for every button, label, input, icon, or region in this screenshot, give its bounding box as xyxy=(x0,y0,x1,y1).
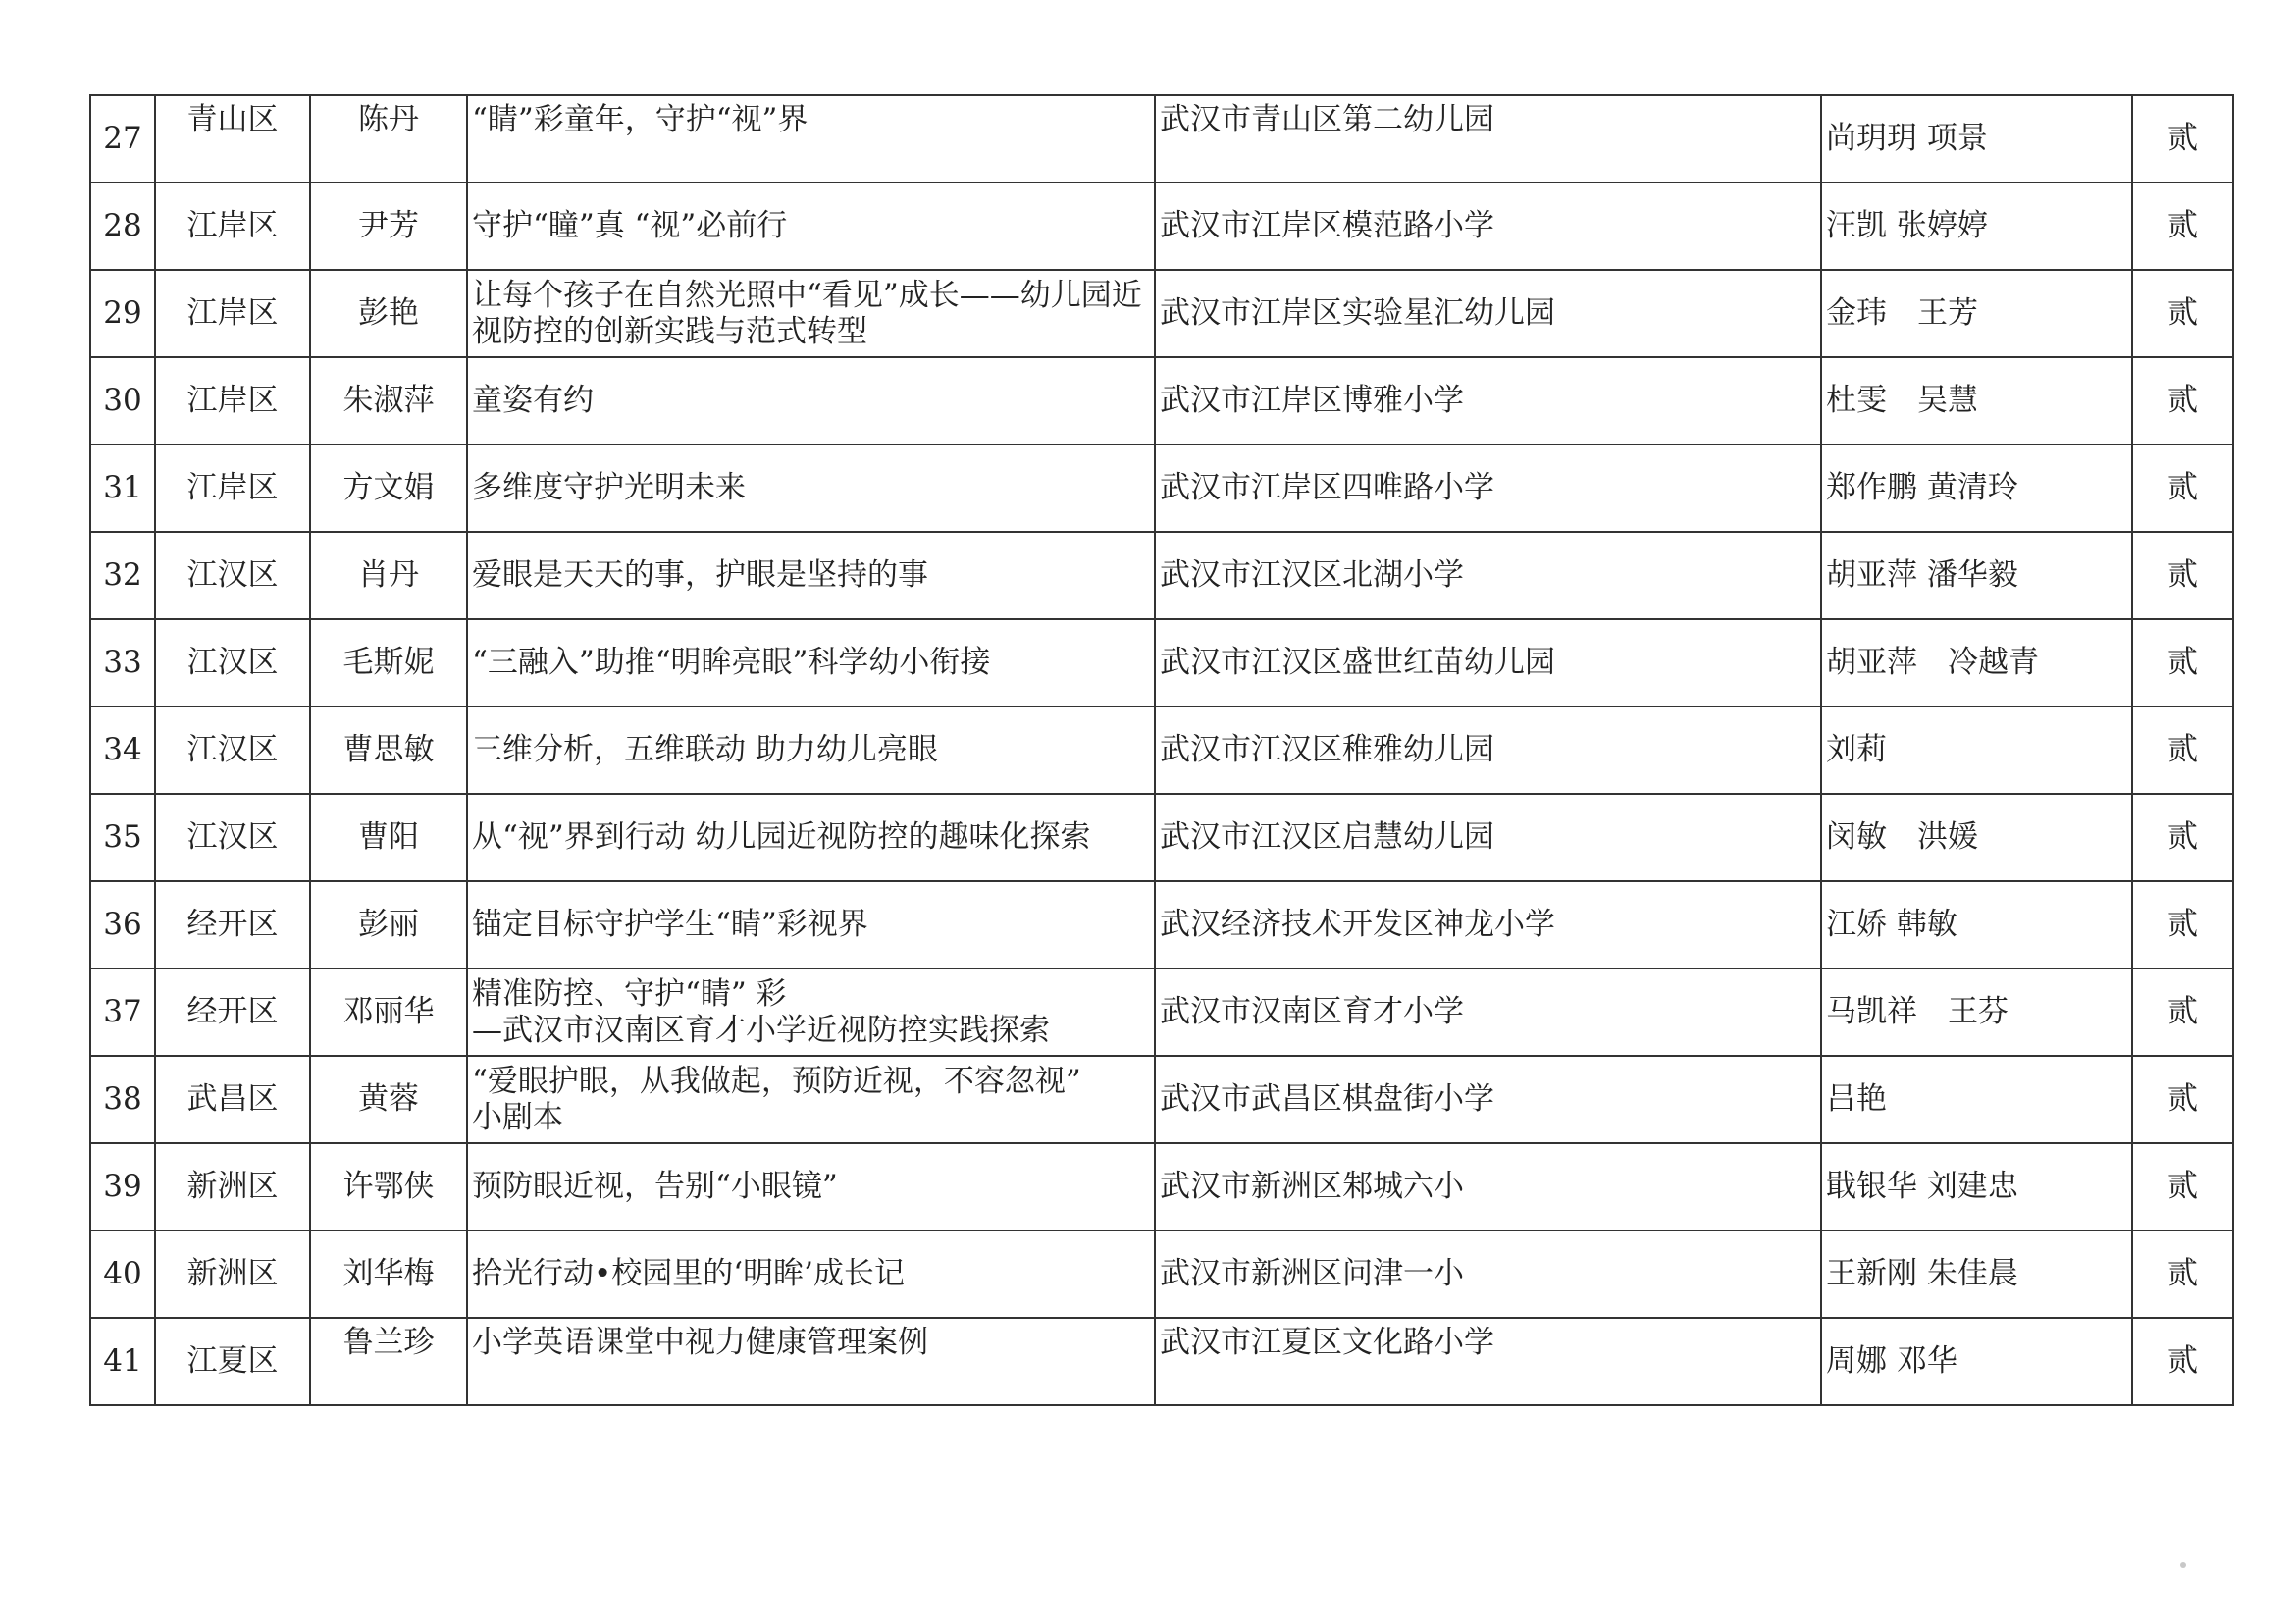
title-cell: 守护“瞳”真 “视”必前行 xyxy=(467,183,1155,270)
district-cell: 江岸区 xyxy=(155,270,310,357)
author-cell: 黄蓉 xyxy=(310,1056,467,1143)
author-cell: 肖丹 xyxy=(310,532,467,619)
row-number: 31 xyxy=(90,445,155,532)
author-cell: 朱淑萍 xyxy=(310,357,467,445)
row-number: 35 xyxy=(90,794,155,881)
row-number: 39 xyxy=(90,1143,155,1230)
table-row xyxy=(90,707,2233,794)
row-number: 30 xyxy=(90,357,155,445)
row-number: 33 xyxy=(90,619,155,707)
district-cell: 江岸区 xyxy=(155,445,310,532)
tutor-cell: 汪凯 张婷婷 xyxy=(1821,183,2132,270)
prize-cell: 贰 xyxy=(2132,1056,2233,1143)
author-cell: 陈丹 xyxy=(310,95,467,183)
school-cell: 武汉市江汉区北湖小学 xyxy=(1155,532,1821,619)
district-cell: 江岸区 xyxy=(155,183,310,270)
prize-cell: 贰 xyxy=(2132,794,2233,881)
tutor-cell: 郑作鹏 黄清玲 xyxy=(1821,445,2132,532)
district-cell: 江汉区 xyxy=(155,532,310,619)
school-cell: 武汉市江岸区四唯路小学 xyxy=(1155,445,1821,532)
tutor-cell: 戢银华 刘建忠 xyxy=(1821,1143,2132,1230)
district-cell: 江汉区 xyxy=(155,794,310,881)
table-row xyxy=(90,357,2233,445)
district-cell: 武昌区 xyxy=(155,1056,310,1143)
title-cell: 小学英语课堂中视力健康管理案例 xyxy=(467,1318,1155,1405)
school-cell: 武汉市江岸区博雅小学 xyxy=(1155,357,1821,445)
row-number: 34 xyxy=(90,707,155,794)
tutor-cell: 金玮 王芳 xyxy=(1821,270,2132,357)
author-cell: 方文娟 xyxy=(310,445,467,532)
tutor-cell: 胡亚萍 冷越青 xyxy=(1821,619,2132,707)
district-cell: 青山区 xyxy=(155,95,310,183)
tutor-cell: 闵敏 洪媛 xyxy=(1821,794,2132,881)
award-table xyxy=(89,94,2234,1406)
row-number: 27 xyxy=(90,95,155,183)
prize-cell: 贰 xyxy=(2132,1230,2233,1318)
table-row xyxy=(90,1318,2233,1405)
author-cell: 彭艳 xyxy=(310,270,467,357)
table-row xyxy=(90,445,2233,532)
row-number: 38 xyxy=(90,1056,155,1143)
title-cell: “三融入”助推“明眸亮眼”科学幼小衔接 xyxy=(467,619,1155,707)
title-line: —武汉市汉南区育才小学近视防控实践探索 xyxy=(472,1012,1050,1048)
prize-cell: 贰 xyxy=(2132,270,2233,357)
tutor-cell: 吕艳 xyxy=(1821,1056,2132,1143)
school-cell: 武汉市武昌区棋盘街小学 xyxy=(1155,1056,1821,1143)
author-cell: 毛斯妮 xyxy=(310,619,467,707)
row-number: 29 xyxy=(90,270,155,357)
table-row xyxy=(90,183,2233,270)
school-cell: 武汉市江岸区模范路小学 xyxy=(1155,183,1821,270)
prize-cell: 贰 xyxy=(2132,1318,2233,1405)
title-cell: 锚定目标守护学生“睛”彩视界 xyxy=(467,881,1155,969)
prize-cell: 贰 xyxy=(2132,969,2233,1056)
table-row xyxy=(90,95,2233,183)
table-body xyxy=(90,95,2233,1405)
author-cell: 邓丽华 xyxy=(310,969,467,1056)
table-row xyxy=(90,270,2233,357)
scan-speck xyxy=(2180,1562,2186,1568)
prize-cell: 贰 xyxy=(2132,357,2233,445)
district-cell: 经开区 xyxy=(155,881,310,969)
prize-cell: 贰 xyxy=(2132,445,2233,532)
prize-cell: 贰 xyxy=(2132,183,2233,270)
title-line: “爱眼护眼，从我做起，预防近视，不容忽视” xyxy=(472,1063,1081,1099)
title-cell: 多维度守护光明未来 xyxy=(467,445,1155,532)
table-row xyxy=(90,969,2233,1056)
prize-cell: 贰 xyxy=(2132,619,2233,707)
school-cell: 武汉市江夏区文化路小学 xyxy=(1155,1318,1821,1405)
title-cell xyxy=(467,969,1155,1056)
tutor-cell: 杜雯 吴慧 xyxy=(1821,357,2132,445)
author-cell: 许鄂侠 xyxy=(310,1143,467,1230)
district-cell: 江岸区 xyxy=(155,357,310,445)
tutor-cell: 胡亚萍 潘华毅 xyxy=(1821,532,2132,619)
document-sheet xyxy=(89,94,2232,1406)
row-number: 40 xyxy=(90,1230,155,1318)
school-cell: 武汉市新洲区问津一小 xyxy=(1155,1230,1821,1318)
title-cell xyxy=(467,1056,1155,1143)
author-cell: 曹思敏 xyxy=(310,707,467,794)
prize-cell: 贰 xyxy=(2132,95,2233,183)
tutor-cell: 王新刚 朱佳晨 xyxy=(1821,1230,2132,1318)
author-cell: 尹芳 xyxy=(310,183,467,270)
prize-cell: 贰 xyxy=(2132,707,2233,794)
row-number: 41 xyxy=(90,1318,155,1405)
school-cell: 武汉市汉南区育才小学 xyxy=(1155,969,1821,1056)
school-cell: 武汉市江汉区启慧幼儿园 xyxy=(1155,794,1821,881)
school-cell: 武汉市江汉区盛世红苗幼儿园 xyxy=(1155,619,1821,707)
table-row xyxy=(90,619,2233,707)
row-number: 32 xyxy=(90,532,155,619)
row-number: 37 xyxy=(90,969,155,1056)
title-line: 精准防控、守护“睛” 彩 xyxy=(472,975,787,1012)
title-cell: 三维分析，五维联动 助力幼儿亮眼 xyxy=(467,707,1155,794)
author-cell: 鲁兰珍 xyxy=(310,1318,467,1405)
title-cell: 爱眼是天天的事，护眼是坚持的事 xyxy=(467,532,1155,619)
tutor-cell: 刘莉 xyxy=(1821,707,2132,794)
row-number: 36 xyxy=(90,881,155,969)
title-cell: “睛”彩童年，守护“视”界 xyxy=(467,95,1155,183)
school-cell: 武汉市江汉区稚雅幼儿园 xyxy=(1155,707,1821,794)
author-cell: 曹阳 xyxy=(310,794,467,881)
tutor-cell: 周娜 邓华 xyxy=(1821,1318,2132,1405)
table-row xyxy=(90,1143,2233,1230)
row-number: 28 xyxy=(90,183,155,270)
table-row xyxy=(90,532,2233,619)
district-cell: 新洲区 xyxy=(155,1143,310,1230)
title-cell: 预防眼近视，告别“小眼镜” xyxy=(467,1143,1155,1230)
title-cell: 让每个孩子在自然光照中“看见”成长——幼儿园近视防控的创新实践与范式转型 xyxy=(467,270,1155,357)
prize-cell: 贰 xyxy=(2132,1143,2233,1230)
prize-cell: 贰 xyxy=(2132,532,2233,619)
title-line: 小剧本 xyxy=(472,1099,563,1135)
tutor-cell: 马凯祥 王芬 xyxy=(1821,969,2132,1056)
table-row xyxy=(90,1056,2233,1143)
tutor-cell: 江娇 韩敏 xyxy=(1821,881,2132,969)
district-cell: 江汉区 xyxy=(155,707,310,794)
table-row xyxy=(90,881,2233,969)
table-row xyxy=(90,1230,2233,1318)
tutor-cell: 尚玥玥 项景 xyxy=(1821,95,2132,183)
district-cell: 江夏区 xyxy=(155,1318,310,1405)
district-cell: 经开区 xyxy=(155,969,310,1056)
title-cell: 童姿有约 xyxy=(467,357,1155,445)
school-cell: 武汉经济技术开发区神龙小学 xyxy=(1155,881,1821,969)
title-cell: 从“视”界到行动 幼儿园近视防控的趣味化探索 xyxy=(467,794,1155,881)
prize-cell: 贰 xyxy=(2132,881,2233,969)
author-cell: 彭丽 xyxy=(310,881,467,969)
school-cell: 武汉市新洲区邾城六小 xyxy=(1155,1143,1821,1230)
school-cell: 武汉市江岸区实验星汇幼儿园 xyxy=(1155,270,1821,357)
district-cell: 江汉区 xyxy=(155,619,310,707)
title-cell: 拾光行动•校园里的‘明眸’成长记 xyxy=(467,1230,1155,1318)
table-row xyxy=(90,794,2233,881)
district-cell: 新洲区 xyxy=(155,1230,310,1318)
school-cell: 武汉市青山区第二幼儿园 xyxy=(1155,95,1821,183)
author-cell: 刘华梅 xyxy=(310,1230,467,1318)
